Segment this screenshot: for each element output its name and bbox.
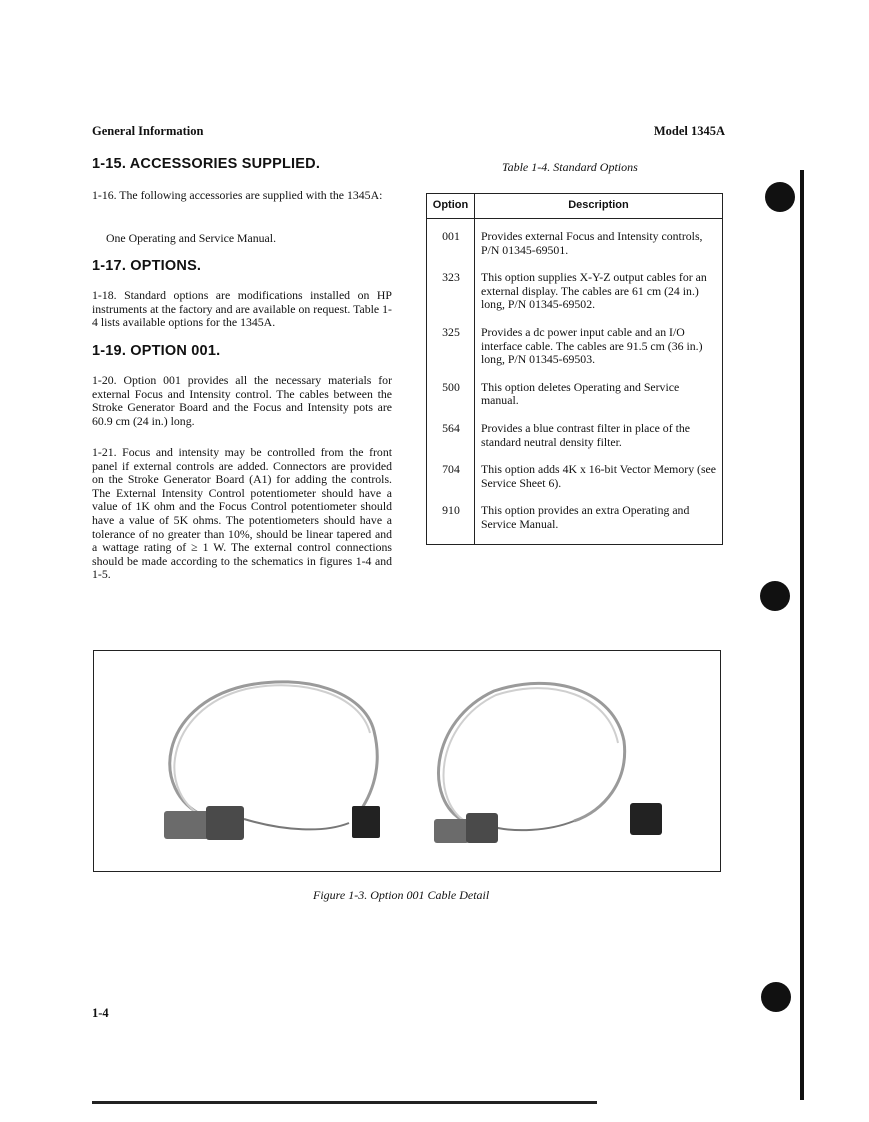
right-margin-bar [800, 170, 804, 1100]
standard-options-table [426, 193, 723, 545]
column-header-option: Option [427, 194, 475, 219]
option-description: This option deletes Operating and Service manual. [481, 379, 680, 408]
page-number: 1-4 [92, 1006, 109, 1020]
option-code: 500 [427, 378, 475, 419]
binder-hole-mark [760, 581, 790, 611]
paragraph-1-16: 1-16. The following accessories are supplied with the 1345A: [92, 188, 383, 202]
column-header-description: Description [475, 194, 723, 219]
option-001-heading: 1-19. OPTION 001. [92, 343, 221, 359]
table-header-row [427, 194, 723, 219]
option-description: This option provides an extra Operating and Service Manual. [481, 503, 690, 531]
option-code: 704 [427, 460, 475, 501]
table-row [427, 378, 723, 419]
right-connector-plug [434, 819, 469, 843]
option-description: Provides external Focus and Intensity controls, P/N 01345-69501. [481, 229, 703, 257]
option-code: 564 [427, 419, 475, 460]
option-code: 323 [427, 268, 475, 323]
option-description: Provides a dc power input cable and an I/O interface cable. The cables are 91.5 cm (36 in.) long, P/N 01345-69503. [481, 324, 703, 367]
option-code: 325 [427, 323, 475, 378]
table-row [427, 219, 723, 269]
accessory-item: One Operating and Service Manual. [106, 231, 277, 245]
figure-cable-photo [93, 650, 721, 872]
accessories-heading: 1-15. ACCESSORIES SUPPLIED. [92, 156, 321, 172]
table-caption: Table 1-4. Standard Options [502, 160, 638, 174]
option-code: 910 [427, 501, 475, 544]
table-row [427, 501, 723, 544]
binder-hole-mark [761, 982, 791, 1012]
paragraph-1-20: 1-20. Option 001 provides all the necessary materials for external Focus and Intensity control. The cables between the Stroke Generator Board and the Focus and Intensity pots are 60.9 cm (24 in.) long. [92, 373, 392, 428]
option-description: This option supplies X-Y-Z output cables for an external display. The cables are 61 cm (24 in.) long, P/N 01345-69502. [481, 270, 707, 312]
right-connector-body [466, 813, 498, 843]
table-row [427, 323, 723, 378]
table-row [427, 460, 723, 501]
paragraph-1-21: 1-21. Focus and intensity may be controlled from the front panel if external controls are added. Connectors are provided on the Stroke Generator Board (A1) for adding the controls. The External Intensity Control potentiometer should have a value of 1K ohm and the Focus Control potentiometer should have a value of 5K ohms. The potentiometers should have a tolerance of no greater than 10%, should be linear tapered and a wattage rating of ≥ 1 W. The external control connections should be made according to the schematics in figures 1-4 and 1-5. [92, 445, 392, 582]
running-header-left: General Information [92, 124, 204, 138]
left-connector-body [206, 806, 244, 840]
table-row [427, 268, 723, 323]
binder-hole-mark [765, 182, 795, 212]
figure-caption: Figure 1-3. Option 001 Cable Detail [313, 888, 490, 902]
bottom-rule [92, 1101, 597, 1104]
right-cable [439, 683, 625, 830]
left-pot-connector [352, 806, 380, 838]
cable-illustration [94, 651, 720, 871]
running-header-right: Model 1345A [653, 124, 725, 138]
option-code: 001 [427, 219, 475, 269]
right-pot-connector [630, 803, 662, 835]
option-description: Provides a blue contrast filter in place of the standard neutral density filter. [481, 420, 690, 449]
options-heading: 1-17. OPTIONS. [92, 258, 202, 274]
left-cable [170, 682, 377, 830]
left-connector-plug [164, 811, 209, 839]
paragraph-1-18: 1-18. Standard options are modifications installed on HP instruments at the factory and are available on request. Table 1-4 lists available options for the 1345A. [92, 288, 392, 330]
option-description: This option adds 4K x 16-bit Vector Memory (see Service Sheet 6). [481, 462, 717, 490]
table-row [427, 419, 723, 460]
